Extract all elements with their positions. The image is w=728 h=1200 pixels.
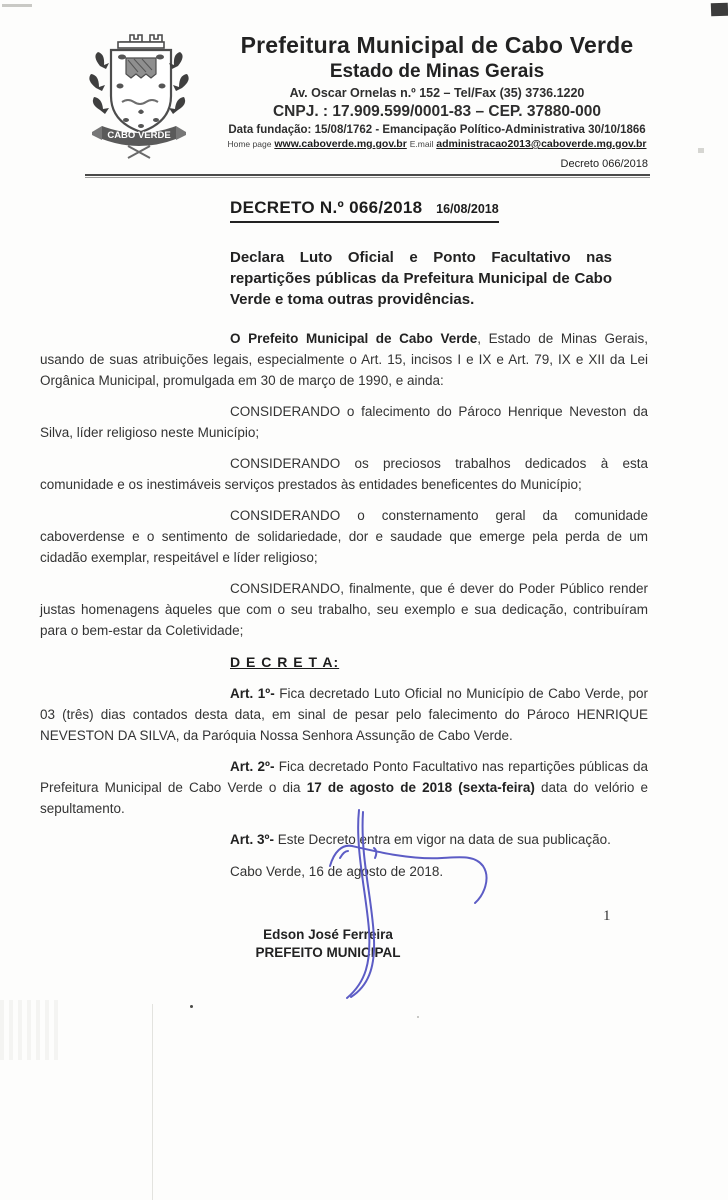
homepage-label: Home page [227,139,272,149]
dateline: Cabo Verde, 16 de agosto de 2018. [230,864,444,879]
scan-artifact [2,4,32,7]
homepage-url: www.caboverde.mg.gov.br [274,138,407,150]
email-address: administracao2013@caboverde.mg.gov.br [436,138,647,150]
scan-artifact-line [152,1004,153,1200]
signer-title: PREFEITO MUNICIPAL [255,945,401,960]
org-state: Estado de Minas Gerais [329,61,545,82]
signer-name: Edson José Ferreira [263,927,393,942]
header-rule [85,174,650,176]
considerando-paragraph: CONSIDERANDO, finalmente, que é dever do Poder Público render justas homenagens àqueles que com o seu trabalho, seu exemplo e sua dedicação, contribuíram para o bem-estar da Coletividade; [40,581,648,638]
signature-block [208,926,448,962]
considerando-paragraph: CONSIDERANDO o consternamento geral da comunidade caboverdense e o sentimento de solidariedade, dor e saudade que emerge pela perda de um cidadão exemplar, respeitável e líder religioso; [40,508,648,565]
municipal-coat-of-arms-icon [78,26,206,169]
org-cnpj-cep: CNPJ. : 17.909.599/0001-83 – CEP. 37880-000 [272,103,602,120]
preamble-bold: O Prefeito Municipal de Cabo Verde [230,331,478,346]
email-label: E.mail [409,139,434,149]
preamble-paragraph [40,328,648,391]
decree-body [40,197,648,962]
article-3-label: Art. 3º- [230,832,274,847]
letterhead [78,26,668,169]
header-rule-shadow [85,177,650,178]
decree-summary: Declara Luto Oficial e Ponto Facultativo nas repartições públicas da Prefeitura Municipal de Cabo Verde e toma outras providências. [230,249,612,308]
preamble-rest: , Estado de Minas Gerais, usando de suas atribuições legais, especialmente o Art. 15, incisos I e IX e Art. 79, IX e XII da Lei Orgânica Municipal, promulgada em 30 de março de 1990, e ainda: [40,331,648,388]
scan-artifact-corner [711,3,728,17]
org-foundation: Data fundação: 15/08/1762 - Emancipação Político-Administrativa 30/10/1866 [228,124,646,136]
letterhead-text [206,26,668,169]
considerando-paragraph: CONSIDERANDO o falecimento do Pároco Henrique Neveston da Silva, líder religioso neste Município; [40,404,648,440]
article-3: Art. 3º- Este Decreto entra em vigor na data de sua publicação. [230,832,611,847]
scan-artifact-dot [417,1016,419,1018]
decree-title: DECRETO N.º 066/2018 [230,198,423,217]
decreta-heading: D E C R E T A: [230,654,340,670]
org-links [206,138,668,150]
considerando-paragraph: CONSIDERANDO os preciosos trabalhos dedicados à esta comunidade e os inestimáveis serviços prestados às entidades beneficentes do Município; [40,456,648,492]
decree-title-date: 16/08/2018 [436,202,499,216]
article-2-label: Art. 2º- [230,759,275,774]
org-name: Prefeitura Municipal de Cabo Verde [240,32,634,58]
page-number: 1 [603,908,611,924]
article-1-label: Art. 1º- [230,686,275,701]
scan-artifact-dot [190,1005,193,1008]
org-address: Av. Oscar Ornelas n.º 152 – Tel/Fax (35) 3736.1220 [289,86,585,100]
decree-title-line [230,197,648,223]
crest-banner-text: CABO VERDE [107,130,171,141]
article-1: Art. 1º- Fica decretado Luto Oficial no Município de Cabo Verde, por 03 (três) dias contados desta data, em sinal de pesar pelo falecimento do Pároco HENRIQUE NEVESTON DA SILVA, da Paróquia Nossa Senhora Assunção de Cabo Verde. [40,686,648,743]
scan-artifact-smudge [0,1000,60,1060]
article-2: Art. 2º- Fica decretado Ponto Facultativo nas repartições públicas da Prefeitura Municipal de Cabo Verde o dia 17 de agosto de 2018 (sexta-feira) data do velório e sepultamento. [40,759,649,816]
scan-artifact [698,148,704,153]
doc-reference: Decreto 066/2018 [560,158,648,170]
